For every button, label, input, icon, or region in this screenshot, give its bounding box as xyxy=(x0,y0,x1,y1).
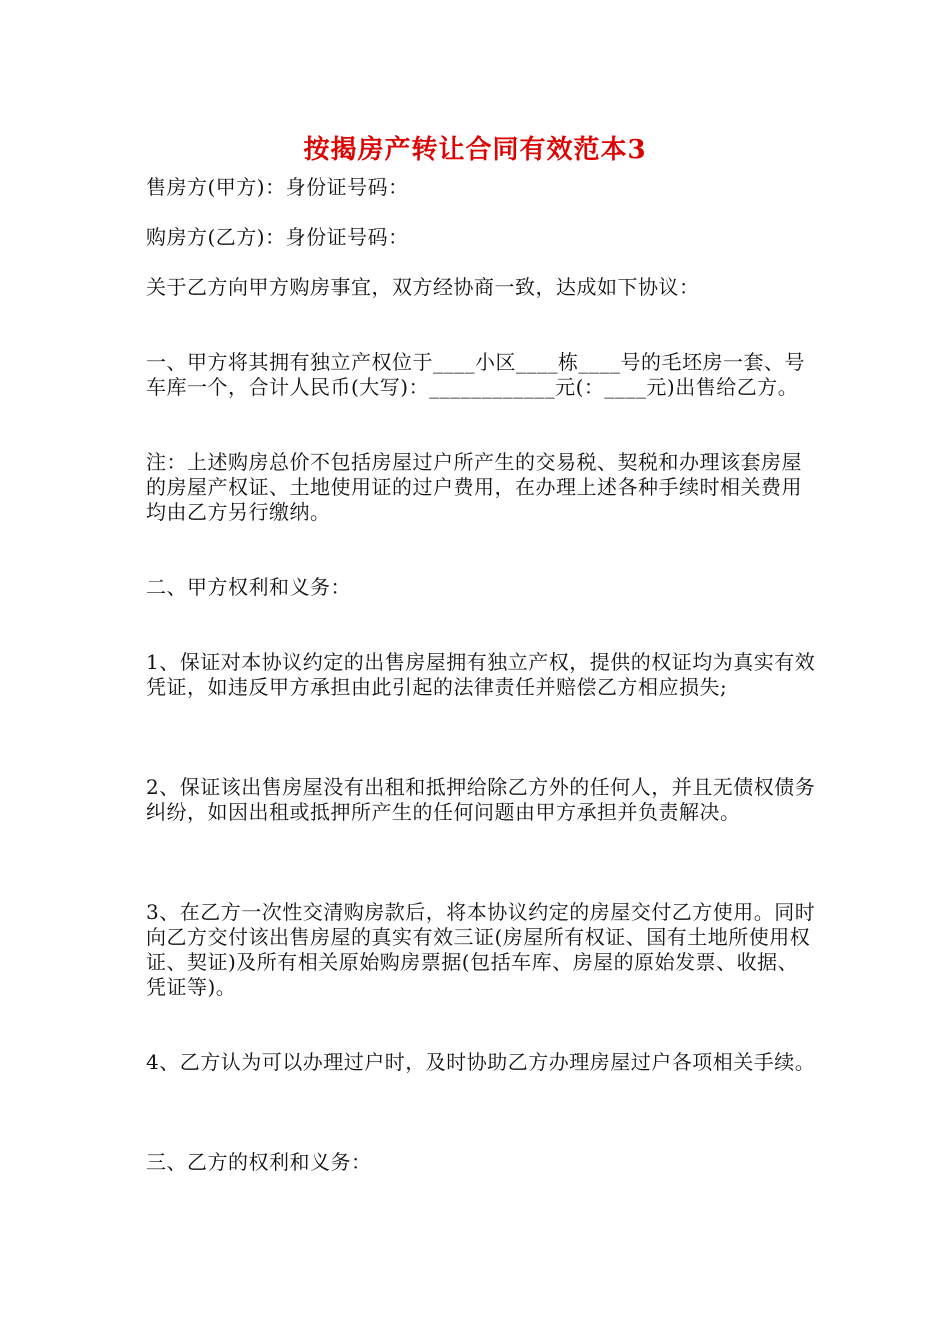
clause-1-paragraph: 一、甲方将其拥有独立产权位于____小区____栋____号的毛坯房一套、号车库一个，合计人民币(大写)：____________元(：____元)出售给乙方。 xyxy=(146,350,805,399)
section-3-heading: 三、乙方的权利和义务： xyxy=(146,1150,372,1174)
note-paragraph: 注：上述购房总价不包括房屋过户所产生的交易税、契税和办理该套房屋的房屋产权证、土地使用证的过户费用，在办理上述各种手续时相关费用均由乙方另行缴纳。 xyxy=(146,450,802,524)
intro-paragraph: 关于乙方向甲方购房事宜，双方经协商一致，达成如下协议： xyxy=(146,275,700,299)
buyer-line: 购房方(乙方)：身份证号码： xyxy=(146,225,409,249)
item-1-paragraph: 1、保证对本协议约定的出售房屋拥有独立产权，提供的权证均为真实有效凭证，如违反甲方承担由此引起的法律责任并赔偿乙方相应损失; xyxy=(146,650,816,699)
item-2-paragraph: 2、保证该出售房屋没有出租和抵押给除乙方外的任何人，并且无债权债务纠纷，如因出租或抵押所产生的任何问题由甲方承担并负责解决。 xyxy=(146,775,816,824)
seller-line: 售房方(甲方)：身份证号码： xyxy=(146,175,409,199)
item-4-paragraph: 4、乙方认为可以办理过户时，及时协助乙方办理房屋过户各项相关手续。 xyxy=(146,1050,816,1074)
item-3-paragraph: 3、在乙方一次性交清购房款后，将本协议约定的房屋交付乙方使用。同时向乙方交付该出售房屋的真实有效三证(房屋所有权证、国有土地所使用权证、契证)及所有相关原始购房票据(包括车库、房屋的原始发票、收据、凭证等)。 xyxy=(146,900,816,999)
document-title: 按揭房产转让合同有效范本3 xyxy=(303,135,647,165)
section-2-heading: 二、甲方权利和义务： xyxy=(146,575,351,599)
